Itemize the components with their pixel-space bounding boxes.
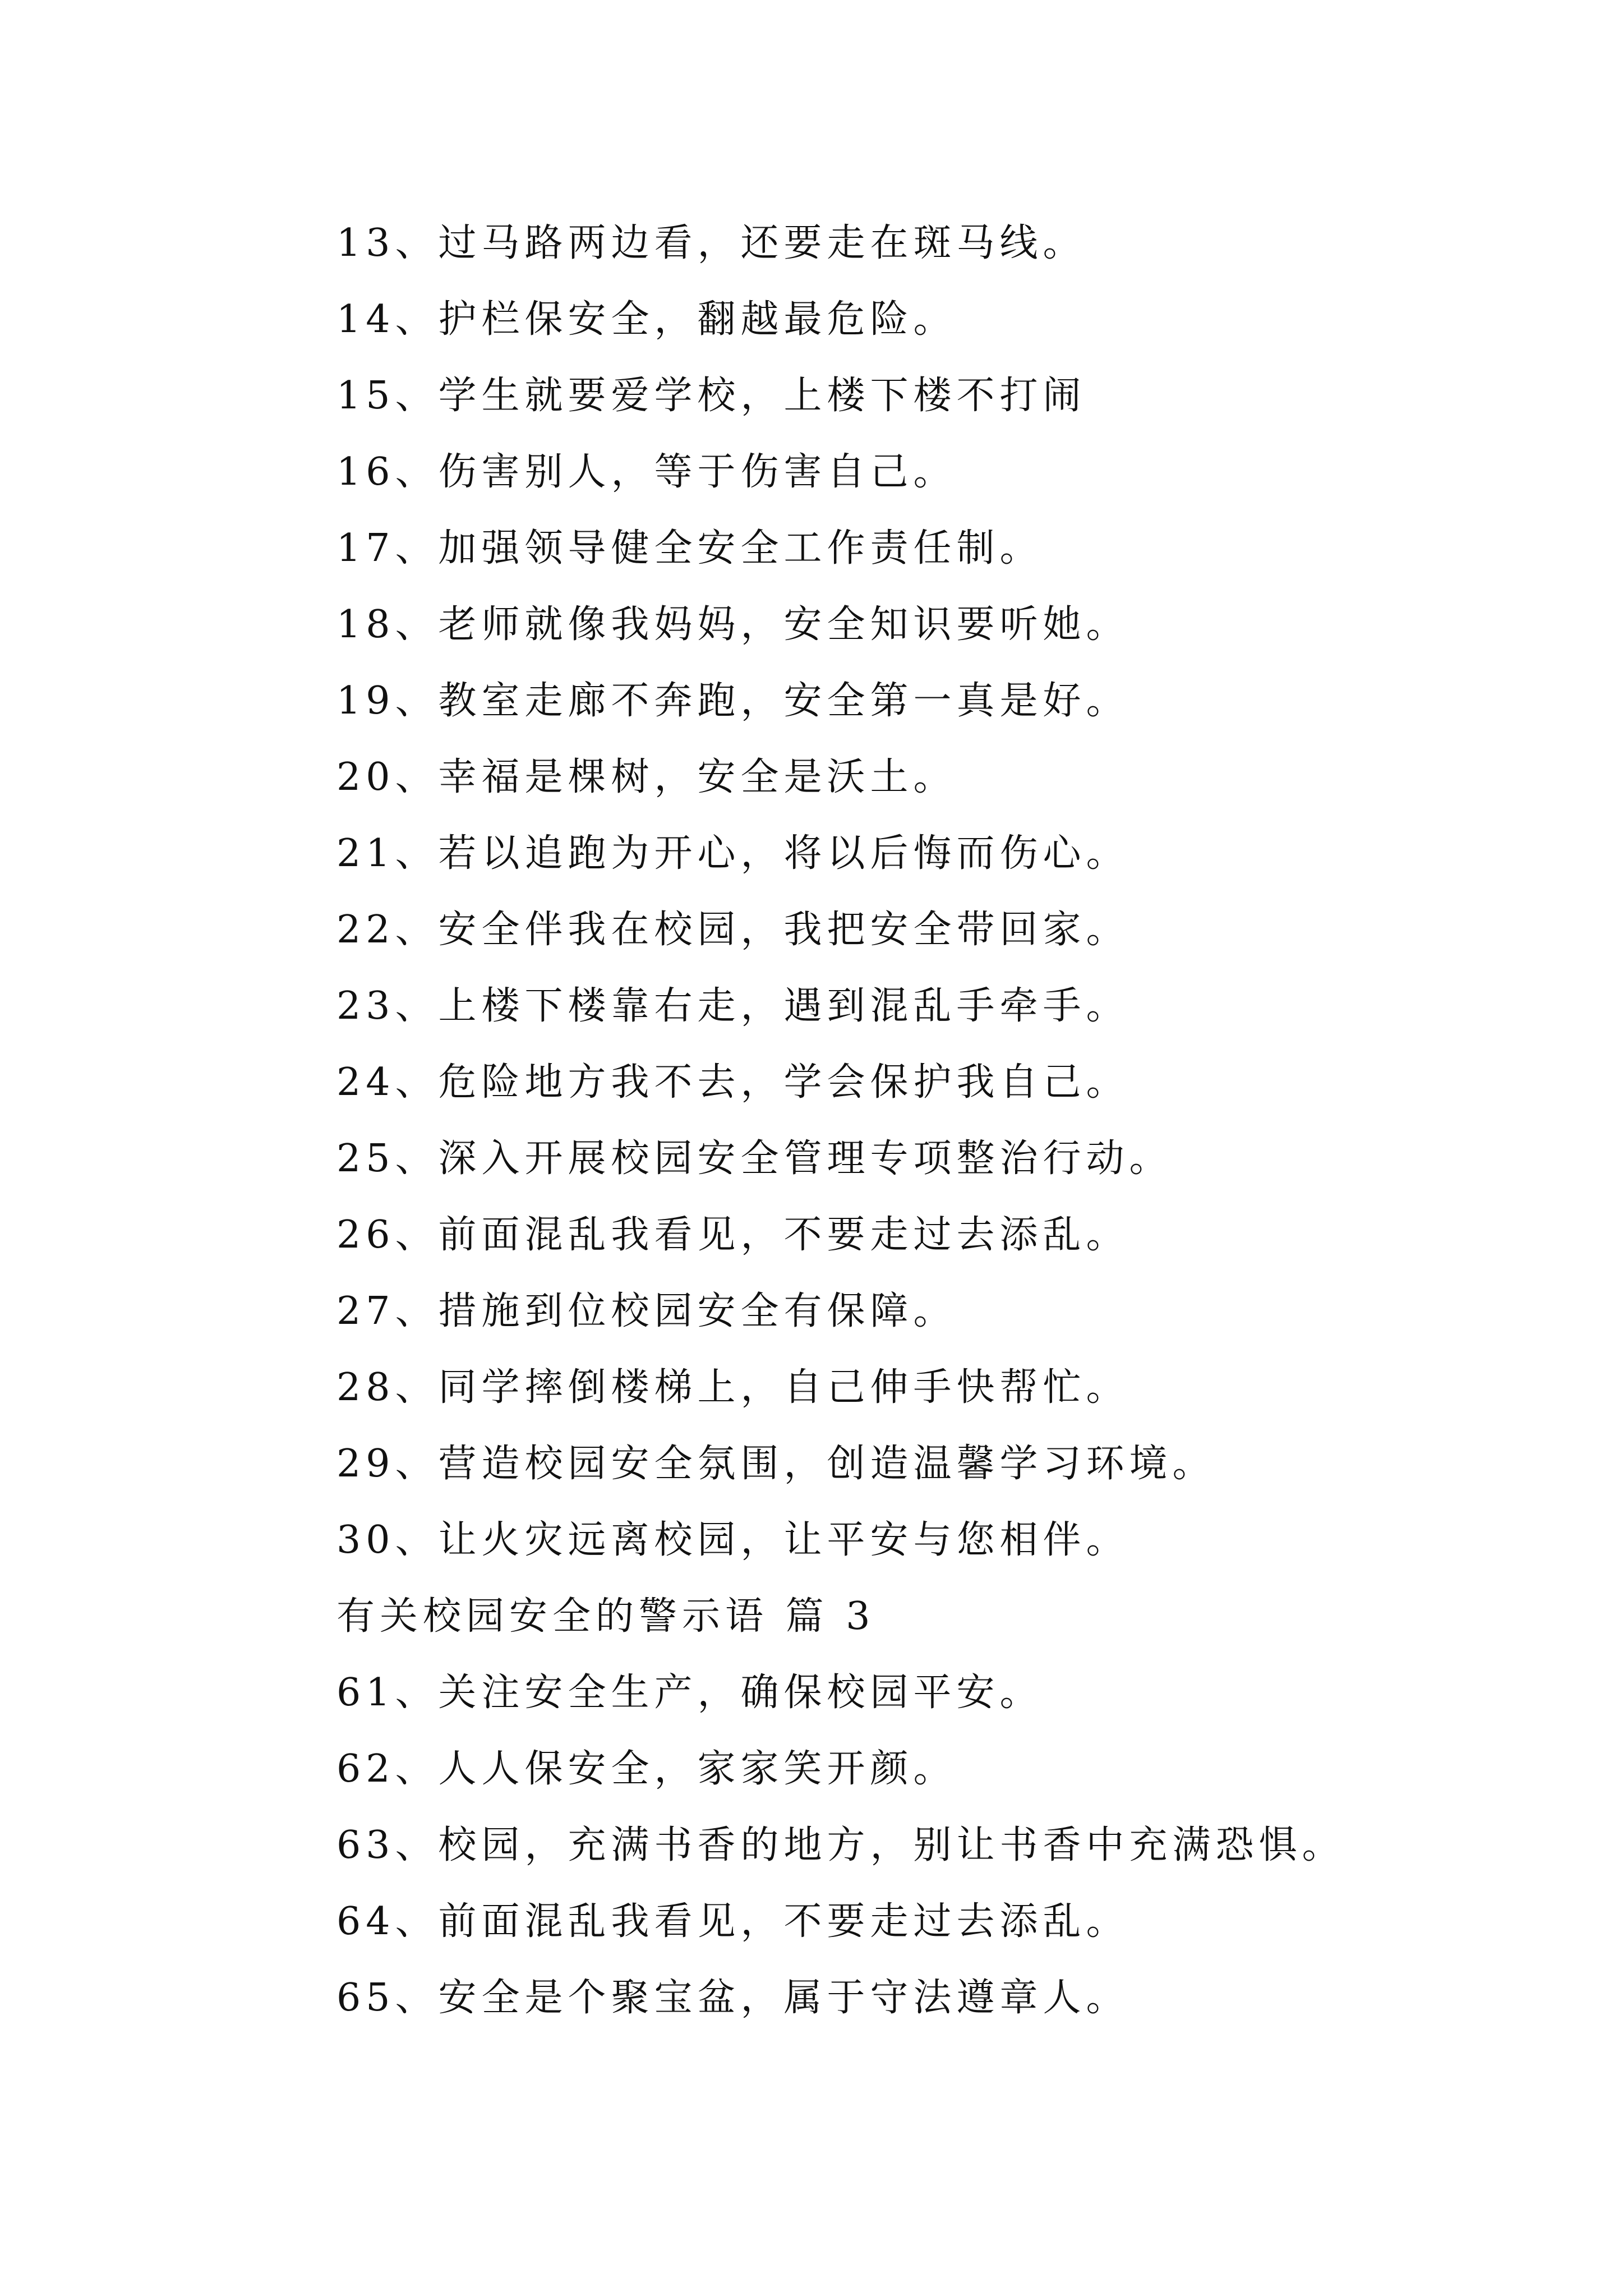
slogan-line: 24、危险地方我不去，学会保护我自己。 [336,1060,1129,1105]
slogan-line: 17、加强领导健全安全工作责任制。 [336,526,1043,570]
slogan-line: 30、让火灾远离校园，让平安与您相伴。 [336,1518,1129,1562]
slogan-line: 20、幸福是棵树，安全是沃土。 [336,755,957,799]
slogan-line: 25、深入开展校园安全管理专项整治行动。 [336,1137,1173,1181]
slogan-line: 23、上楼下楼靠右走，遇到混乱手牵手。 [336,984,1129,1028]
slogan-line: 13、过马路两边看，还要走在斑马线。 [336,221,1086,265]
document-body [336,205,1559,2036]
slogan-line: 29、营造校园安全氛围，创造温馨学习环境。 [336,1442,1216,1486]
section-heading: 有关校园安全的警示语 篇 3 [336,1594,875,1639]
slogan-line: 22、安全伴我在校园，我把安全带回家。 [336,908,1129,952]
slogan-line: 64、前面混乱我看见，不要走过去添乱。 [336,1899,1129,1944]
slogan-line: 21、若以追跑为开心，将以后悔而伤心。 [336,831,1129,876]
slogan-line: 16、伤害别人，等于伤害自己。 [336,450,957,494]
slogan-line: 28、同学摔倒楼梯上，自己伸手快帮忙。 [336,1365,1129,1410]
slogan-line: 15、学生就要爱学校，上楼下楼不打闹 [336,374,1086,418]
slogan-line: 26、前面混乱我看见，不要走过去添乱。 [336,1213,1129,1257]
slogan-line: 63、校园，充满书香的地方，别让书香中充满恐惧。 [336,1823,1345,1867]
slogan-line: 27、措施到位校园安全有保障。 [336,1289,957,1333]
slogan-line: 19、教室走廊不奔跑，安全第一真是好。 [336,679,1129,723]
slogan-line: 18、老师就像我妈妈，安全知识要听她。 [336,602,1129,647]
slogan-line: 62、人人保安全，家家笑开颜。 [336,1747,957,1791]
slogan-line: 65、安全是个聚宝盆，属于守法遵章人。 [336,1976,1129,2020]
slogan-line: 61、关注安全生产，确保校园平安。 [336,1671,1043,1715]
slogan-line: 14、护栏保安全，翻越最危险。 [336,297,957,342]
